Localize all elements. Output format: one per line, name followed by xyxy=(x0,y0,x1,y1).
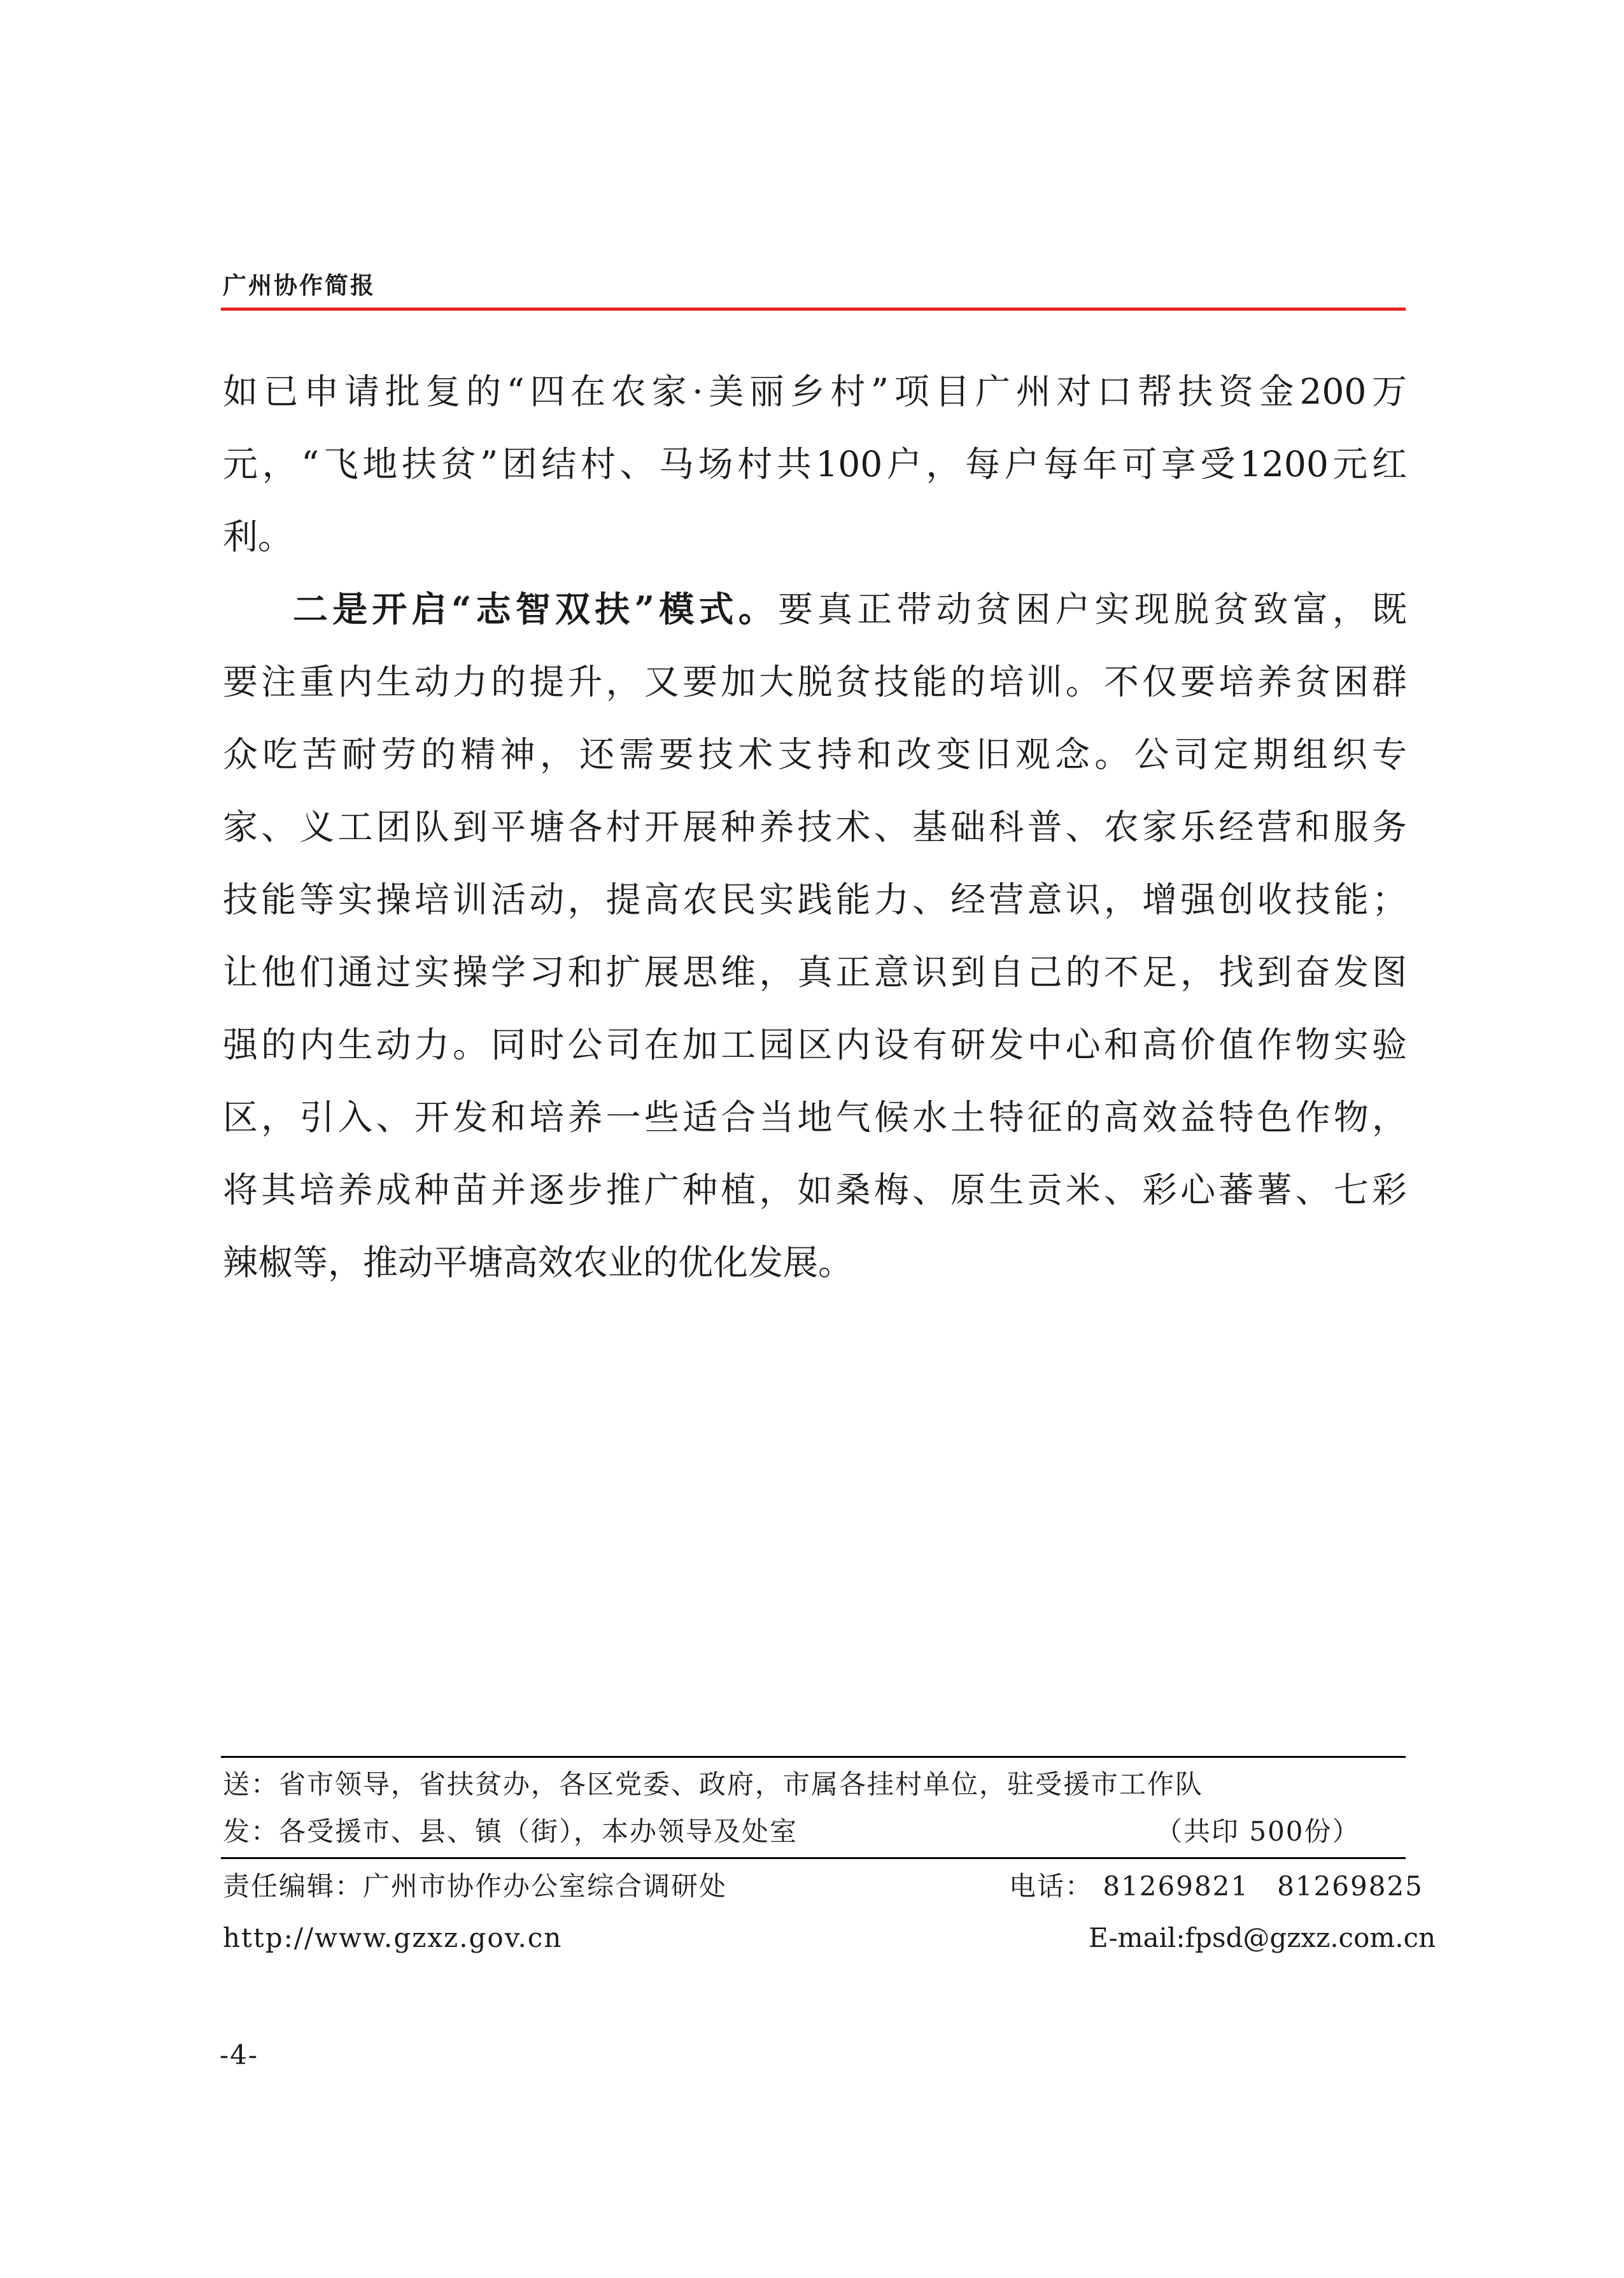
footer-phone: 电话： 81269821 81269825 xyxy=(1009,1871,1423,1902)
body-line: 技能等实操培训活动，提高农民实践能力、经营意识，增强创收技能； xyxy=(223,879,1407,920)
footer-top-rule xyxy=(221,1756,1406,1758)
paragraph-two-first-line xyxy=(223,573,1407,646)
body-line: 将其培养成种苗并逐步推广种植，如桑梅、原生贡米、彩心蕃薯、七彩 xyxy=(223,1170,1407,1210)
body-text xyxy=(223,355,1407,1299)
footer-editor: 责任编辑：广州市协作办公室综合调研处 xyxy=(223,1871,728,1902)
header-title: 广州协作简报 xyxy=(223,272,376,299)
body-line: 众吃苦耐劳的精神，还需要技术支持和改变旧观念。公司定期组织专 xyxy=(223,734,1407,775)
body-line: 元，“飞地扶贫”团结村、马场村共100户，每户每年可享受1200元红 xyxy=(223,444,1407,485)
footer-middle-rule xyxy=(221,1857,1406,1859)
footer-copies: （共印 500份） xyxy=(1155,1816,1360,1847)
footer-website[interactable]: http://www.gzxz.gov.cn xyxy=(223,1922,563,1953)
footer-send-line: 送：省市领导，省扶贫办，各区党委、政府，市属各挂村单位，驻受援市工作队 xyxy=(223,1769,1204,1800)
body-line: 辣椒等，推动平塘高效农业的优化发展。 xyxy=(223,1242,854,1283)
body-line: 强的内生动力。同时公司在加工园区内设有研发中心和高价值作物实验 xyxy=(223,1024,1407,1065)
footer-distribute-line: 发：各受援市、县、镇（街），本办领导及处室 xyxy=(223,1816,798,1847)
body-line: 要注重内生动力的提升，又要加大脱贫技能的培训。不仅要培养贫困群 xyxy=(223,661,1407,702)
footer-email[interactable]: E-mail:fpsd@gzxz.com.cn xyxy=(1089,1922,1436,1953)
header-red-rule xyxy=(221,308,1406,311)
paragraph-two-heading: 二是开启“志智双扶”模式。 xyxy=(293,588,778,630)
body-line: 家、义工团队到平塘各村开展种养技术、基础科普、农家乐经营和服务 xyxy=(223,807,1407,847)
page-number: -4- xyxy=(220,2039,259,2070)
body-line: 利。 xyxy=(223,516,293,557)
body-line: 如已申请批复的“四在农家·美丽乡村”项目广州对口帮扶资金200万 xyxy=(223,371,1407,412)
body-line: 区，引入、开发和培养一些适合当地气候水土特征的高效益特色作物， xyxy=(223,1097,1407,1138)
body-line: 让他们通过实操学习和扩展思维，真正意识到自己的不足，找到奋发图 xyxy=(223,952,1407,993)
paragraph-two-first-text: 要真正带动贫困户实现脱贫致富，既 xyxy=(777,589,1407,630)
